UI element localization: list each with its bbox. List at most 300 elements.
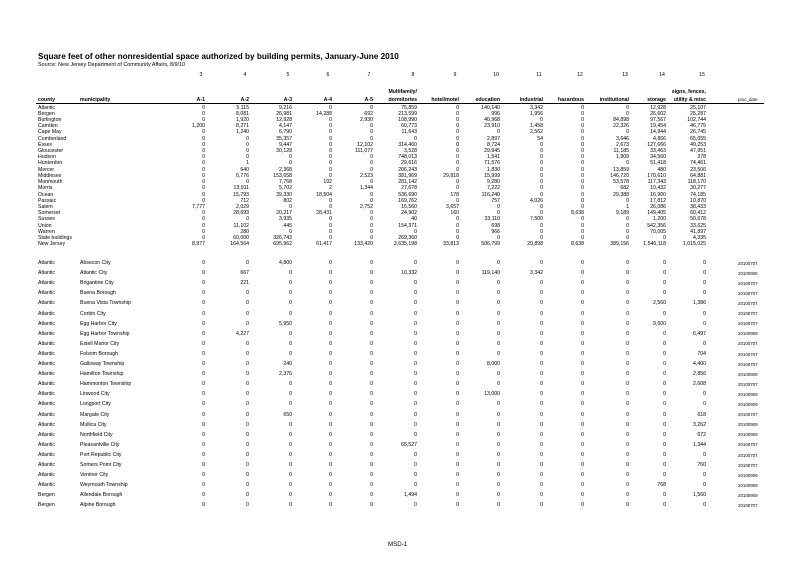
county-value: 0 <box>540 166 543 173</box>
county-value: 506,799 <box>481 241 500 248</box>
muni-value: 0 <box>581 320 584 327</box>
county-value: 8,638 <box>571 210 584 217</box>
muni-value: 0 <box>663 492 666 499</box>
county-value: 0 <box>626 110 629 117</box>
county-value: 2,523 <box>360 172 373 179</box>
county-value: 29,388 <box>613 191 629 198</box>
county-value: 0 <box>497 210 500 217</box>
muni-value: 0 <box>703 340 706 347</box>
muni-value: 1,386 <box>693 300 706 307</box>
county-value: 0 <box>246 148 249 155</box>
muni-value: 0 <box>329 462 332 468</box>
muni-value: 0 <box>370 320 373 327</box>
county-value: 3,528 <box>404 148 417 155</box>
muni-value: 0 <box>370 502 373 509</box>
muni-value: 0 <box>581 280 584 287</box>
county-value: 41,897 <box>690 228 706 235</box>
muni-value: 0 <box>414 320 417 327</box>
county-value: 0 <box>202 197 205 204</box>
county-value: 0 <box>246 179 249 186</box>
county-value: 0 <box>540 154 543 161</box>
county-value: 0 <box>370 235 373 242</box>
county-value: 0 <box>581 141 584 148</box>
county-value: 15,999 <box>484 172 500 179</box>
muni-value: 0 <box>703 391 706 398</box>
muni-value: 0 <box>540 320 543 327</box>
muni-county: Atlantic <box>38 260 56 266</box>
muni-value: 0 <box>289 401 292 408</box>
muni-value: 0 <box>663 371 666 378</box>
county-name: Union <box>38 222 52 229</box>
muni-value: 2,376 <box>279 371 292 378</box>
muni-value: 0 <box>703 401 706 408</box>
muni-value: 0 <box>202 260 205 266</box>
muni-value: 0 <box>370 421 373 428</box>
muni-value: 0 <box>370 411 373 418</box>
muni-value: 0 <box>414 462 417 468</box>
muni-value: 0 <box>581 260 584 266</box>
county-value: 0 <box>329 116 332 123</box>
county-value: 0 <box>370 135 373 142</box>
muni-value: 0 <box>414 260 417 266</box>
muni-county: Atlantic <box>38 472 56 479</box>
muni-value: 0 <box>663 472 666 479</box>
county-value: 0 <box>456 141 459 148</box>
county-value: 0 <box>202 104 205 111</box>
county-value: 149,405 <box>647 210 666 217</box>
county-value: 0 <box>581 123 584 130</box>
muni-value: 0 <box>414 310 417 317</box>
muni-value: 0 <box>663 411 666 418</box>
muni-value: 0 <box>329 280 332 287</box>
county-value: 0 <box>456 116 459 123</box>
muni-name: Longport City <box>80 401 111 408</box>
muni-value: 0 <box>370 381 373 388</box>
muni-value: 0 <box>370 310 373 317</box>
county-value: 0 <box>246 141 249 148</box>
muni-value: 221 <box>240 280 249 287</box>
county-value: 39,330 <box>276 191 292 198</box>
county-value: 280 <box>240 228 249 235</box>
county-value: 0 <box>370 216 373 223</box>
muni-value: 65,527 <box>401 441 417 448</box>
muni-value: 0 <box>626 340 629 347</box>
county-value: 0 <box>497 235 500 242</box>
muni-value: 0 <box>289 421 292 428</box>
column-number: 11 <box>536 72 542 78</box>
county-value: 8,638 <box>571 241 584 248</box>
muni-value: 0 <box>414 502 417 509</box>
muni-value: 0 <box>414 391 417 398</box>
county-value: 7,768 <box>279 179 292 186</box>
county-value: 1,200 <box>192 123 205 130</box>
county-value: 0 <box>289 204 292 211</box>
county-value: 640 <box>240 166 249 173</box>
county-name: Warren <box>38 228 55 235</box>
header-municipality: municipality <box>80 97 111 103</box>
county-value: 0 <box>202 235 205 242</box>
muni-county: Atlantic <box>38 270 56 277</box>
county-value: 51,418 <box>650 160 666 167</box>
county-value: 326,743 <box>273 235 292 242</box>
muni-value: 0 <box>497 502 500 509</box>
muni-value: 0 <box>497 431 500 438</box>
muni-value: 0 <box>497 280 500 287</box>
county-value: 0 <box>414 228 417 235</box>
county-value: 192 <box>323 179 332 186</box>
muni-value: 650 <box>283 411 292 418</box>
county-value: 0 <box>329 172 332 179</box>
muni-value: 8,000 <box>487 361 500 367</box>
county-value: 2,752 <box>360 204 373 211</box>
muni-value: 0 <box>370 401 373 408</box>
muni-county: Atlantic <box>38 411 56 418</box>
muni-value: 0 <box>414 421 417 428</box>
county-value: 60,000 <box>233 235 249 242</box>
muni-value: 0 <box>540 260 543 266</box>
county-value: 0 <box>581 104 584 111</box>
county-value: 33,625 <box>690 222 706 229</box>
county-value: 0 <box>456 228 459 235</box>
county-value: 0 <box>540 204 543 211</box>
county-value: 2,930 <box>360 116 373 123</box>
county-value: 26,745 <box>690 129 706 136</box>
county-value: 996 <box>491 110 500 117</box>
muni-value: 0 <box>497 290 500 297</box>
muni-value: 0 <box>329 371 332 378</box>
county-value: 7,500 <box>530 216 543 223</box>
muni-proc-date: 20100707 <box>738 301 758 306</box>
county-value: 53,578 <box>613 179 629 186</box>
muni-value: 0 <box>246 472 249 479</box>
muni-value: 0 <box>456 431 459 438</box>
county-name: Burlington <box>38 116 62 123</box>
muni-proc-date: 20100707 <box>738 321 758 327</box>
muni-value: 0 <box>289 300 292 307</box>
muni-value: 0 <box>370 472 373 479</box>
county-value: 0 <box>329 154 332 161</box>
muni-name: Buena Vista Township <box>80 300 131 307</box>
muni-value: 0 <box>202 441 205 448</box>
county-name: Bergen <box>38 110 55 117</box>
county-value: 0 <box>581 110 584 117</box>
county-value: 0 <box>663 235 666 242</box>
county-value: 13,911 <box>233 185 249 192</box>
muni-value: 0 <box>581 290 584 297</box>
muni-value: 0 <box>370 451 373 458</box>
muni-value: 0 <box>289 431 292 438</box>
column-number: 4 <box>243 72 247 78</box>
muni-value: 0 <box>329 411 332 418</box>
muni-value: 0 <box>497 451 500 458</box>
muni-name: Hammonton Township <box>80 381 132 388</box>
county-value: 35,357 <box>276 135 292 142</box>
muni-value: 0 <box>626 320 629 327</box>
muni-value: 0 <box>581 361 584 367</box>
county-value: 0 <box>626 197 629 204</box>
county-value: 1,240 <box>236 129 249 136</box>
muni-name: Alpine Borough <box>80 502 116 509</box>
county-value: 164,564 <box>230 241 249 248</box>
muni-value: 0 <box>540 451 543 458</box>
muni-value: 0 <box>202 482 205 489</box>
muni-value: 0 <box>370 260 373 266</box>
muni-value: 0 <box>370 361 373 367</box>
muni-value: 4,800 <box>279 260 292 266</box>
muni-value: 0 <box>289 502 292 509</box>
muni-value: 0 <box>329 391 332 398</box>
county-value: 4,147 <box>279 123 292 130</box>
county-value: 0 <box>581 216 584 223</box>
muni-value: 0 <box>456 391 459 398</box>
column-number: 5 <box>286 72 290 78</box>
county-value: 0 <box>581 204 584 211</box>
column-number: 8 <box>411 72 415 78</box>
county-value: 20,898 <box>527 241 543 248</box>
county-value: 0 <box>540 179 543 186</box>
county-value: 0 <box>497 129 500 136</box>
muni-value: 0 <box>246 290 249 297</box>
county-value: 169,762 <box>398 197 417 204</box>
county-value: 0 <box>581 228 584 235</box>
county-value: 0 <box>626 216 629 223</box>
county-value: 12,928 <box>276 116 292 123</box>
county-value: 23,910 <box>484 123 500 130</box>
county-value: 0 <box>370 154 373 161</box>
county-value: 0 <box>202 135 205 142</box>
muni-county: Atlantic <box>38 290 56 297</box>
county-value: 9,189 <box>616 210 629 217</box>
muni-value: 768 <box>657 482 666 489</box>
muni-value: 0 <box>246 431 249 438</box>
muni-value: 0 <box>289 472 292 479</box>
muni-value: 2,856 <box>693 371 706 378</box>
muni-proc-date: 20100707 <box>738 280 758 286</box>
source-note: Source: New Jersey Department of Community Affairs, 8/9/10 <box>38 62 186 68</box>
muni-name: Absecon City <box>80 260 111 266</box>
muni-value: 0 <box>540 441 543 448</box>
muni-value: 0 <box>456 320 459 327</box>
muni-value: 0 <box>414 431 417 438</box>
muni-value: 3,342 <box>530 270 543 277</box>
header-multifamily: Multifamily/ <box>388 89 417 95</box>
muni-value: 0 <box>202 451 205 458</box>
muni-value: 0 <box>202 350 205 357</box>
muni-value: 0 <box>202 502 205 509</box>
muni-value: 0 <box>540 411 543 418</box>
muni-value: 0 <box>626 270 629 277</box>
muni-value: 0 <box>202 320 205 327</box>
county-value: 0 <box>370 191 373 198</box>
county-value: 74,461 <box>690 160 706 167</box>
muni-county: Atlantic <box>38 330 56 337</box>
county-value: 33,110 <box>484 216 500 223</box>
county-value: 8,724 <box>487 141 500 148</box>
muni-value: 0 <box>456 441 459 448</box>
muni-value: 760 <box>697 462 706 468</box>
muni-name: Estell Manor City <box>80 340 120 347</box>
muni-value: 0 <box>626 431 629 438</box>
muni-value: 0 <box>414 411 417 418</box>
county-value: 26,981 <box>276 110 292 117</box>
county-value: 2 <box>329 185 332 192</box>
muni-value: 0 <box>289 350 292 357</box>
muni-proc-date: 20100707 <box>738 361 758 367</box>
muni-value: 0 <box>497 411 500 418</box>
county-value: 0 <box>540 141 543 148</box>
muni-value: 0 <box>289 441 292 448</box>
muni-county: Atlantic <box>38 482 56 489</box>
county-name: Essex <box>38 141 53 148</box>
county-value: 0 <box>456 222 459 229</box>
muni-value: 0 <box>246 421 249 428</box>
county-value: 28,693 <box>233 210 249 217</box>
muni-value: 0 <box>202 330 205 337</box>
muni-value: 0 <box>581 330 584 337</box>
muni-value: 0 <box>703 472 706 479</box>
muni-value: 2,560 <box>653 300 666 307</box>
muni-value: 0 <box>703 502 706 509</box>
muni-value: 0 <box>581 310 584 317</box>
county-value: 170,610 <box>647 172 666 179</box>
county-value: 0 <box>540 210 543 217</box>
county-value: 60,773 <box>401 123 417 130</box>
county-name: Atlantic <box>38 104 56 111</box>
muni-name: Margate City <box>80 411 110 418</box>
county-value: 0 <box>456 216 459 223</box>
muni-value: 0 <box>581 492 584 499</box>
muni-value: 0 <box>581 411 584 418</box>
county-value: 0 <box>202 210 205 217</box>
muni-value: 0 <box>497 462 500 468</box>
muni-value: 0 <box>497 371 500 378</box>
county-value: 0 <box>456 135 459 142</box>
county-value: 536,690 <box>398 191 417 198</box>
muni-value: 1,560 <box>693 492 706 499</box>
muni-proc-date: 20100707 <box>738 503 758 508</box>
muni-value: 0 <box>540 290 543 297</box>
county-name: Gloucester <box>38 148 64 155</box>
column-number: 10 <box>493 72 499 78</box>
muni-name: Galloway Township <box>80 361 125 367</box>
muni-value: 0 <box>663 431 666 438</box>
county-value: 8,977 <box>192 241 205 248</box>
county-value: 0 <box>329 135 332 142</box>
muni-proc-date: 20100909 <box>738 472 758 478</box>
muni-county: Atlantic <box>38 391 56 398</box>
county-value: 97,567 <box>650 116 666 123</box>
muni-value: 0 <box>497 260 500 266</box>
muni-value: 0 <box>370 441 373 448</box>
county-value: 26,602 <box>650 110 666 117</box>
header-education: education <box>475 97 500 103</box>
muni-value: 0 <box>289 270 292 277</box>
muni-value: 0 <box>456 310 459 317</box>
county-value: 111,077 <box>355 148 373 155</box>
muni-county: Atlantic <box>38 381 56 388</box>
county-value: 0 <box>329 129 332 136</box>
muni-value: 0 <box>456 381 459 388</box>
muni-value: 0 <box>246 451 249 458</box>
muni-value: 0 <box>456 280 459 287</box>
county-value: 213,599 <box>398 110 417 117</box>
muni-value: 119,140 <box>481 270 500 277</box>
muni-value: 0 <box>246 441 249 448</box>
muni-value: 0 <box>497 441 500 448</box>
county-value: 3,646 <box>616 135 629 142</box>
muni-proc-date: 20100707 <box>738 341 758 347</box>
muni-value: 0 <box>329 330 332 337</box>
county-value: 0 <box>202 141 205 148</box>
muni-value: 0 <box>663 340 666 347</box>
county-value: 0 <box>414 135 417 142</box>
muni-value: 0 <box>581 300 584 307</box>
muni-value: 3,262 <box>693 421 706 428</box>
county-value: 0 <box>581 172 584 179</box>
county-value: 0 <box>540 185 543 192</box>
muni-value: 0 <box>456 462 459 468</box>
muni-value: 0 <box>456 472 459 479</box>
county-value: 1 <box>246 160 249 167</box>
muni-value: 0 <box>497 330 500 337</box>
column-number: 9 <box>453 72 457 78</box>
muni-value: 0 <box>663 502 666 509</box>
muni-value: 1,494 <box>404 492 417 499</box>
county-value: 0 <box>202 172 205 179</box>
county-value: 1 <box>626 204 629 211</box>
muni-value: 0 <box>370 391 373 398</box>
muni-value: 0 <box>663 270 666 277</box>
muni-name: Ventnor City <box>80 472 109 479</box>
muni-county: Atlantic <box>38 431 56 438</box>
muni-value: 0 <box>703 280 706 287</box>
county-value: 757 <box>491 197 500 204</box>
header-institutional: institutional <box>599 97 629 103</box>
county-value: 0 <box>329 160 332 167</box>
muni-value: 0 <box>456 270 459 277</box>
muni-value: 0 <box>246 492 249 499</box>
county-value: 8,081 <box>236 110 249 117</box>
county-value: 133,420 <box>354 241 373 248</box>
county-value: 26,086 <box>650 204 666 211</box>
county-value: 0 <box>329 216 332 223</box>
county-value: 0 <box>540 116 543 123</box>
muni-value: 0 <box>540 472 543 479</box>
county-value: 0 <box>581 166 584 173</box>
county-name: Somerset <box>38 210 61 217</box>
county-name: Cumberland <box>38 135 67 142</box>
muni-name: Allendale Borough <box>80 492 123 499</box>
muni-county: Atlantic <box>38 371 56 378</box>
county-value: 0 <box>581 154 584 161</box>
county-value: 0 <box>456 123 459 130</box>
muni-county: Atlantic <box>38 421 56 428</box>
county-value: 0 <box>626 129 629 136</box>
muni-value: 0 <box>663 280 666 287</box>
county-value: 2,897 <box>487 135 500 142</box>
muni-value: 0 <box>703 260 706 266</box>
county-value: 153,658 <box>273 172 292 179</box>
county-value: 117,343 <box>647 179 666 186</box>
county-value: 0 <box>540 160 543 167</box>
muni-name: Folsom Borough <box>80 350 119 357</box>
county-value: 682 <box>620 185 629 192</box>
county-value: 0 <box>370 123 373 130</box>
muni-value: 0 <box>202 290 205 297</box>
muni-value: 0 <box>626 300 629 307</box>
county-value: 46,775 <box>690 123 706 130</box>
muni-proc-date: 20100707 <box>738 351 758 357</box>
